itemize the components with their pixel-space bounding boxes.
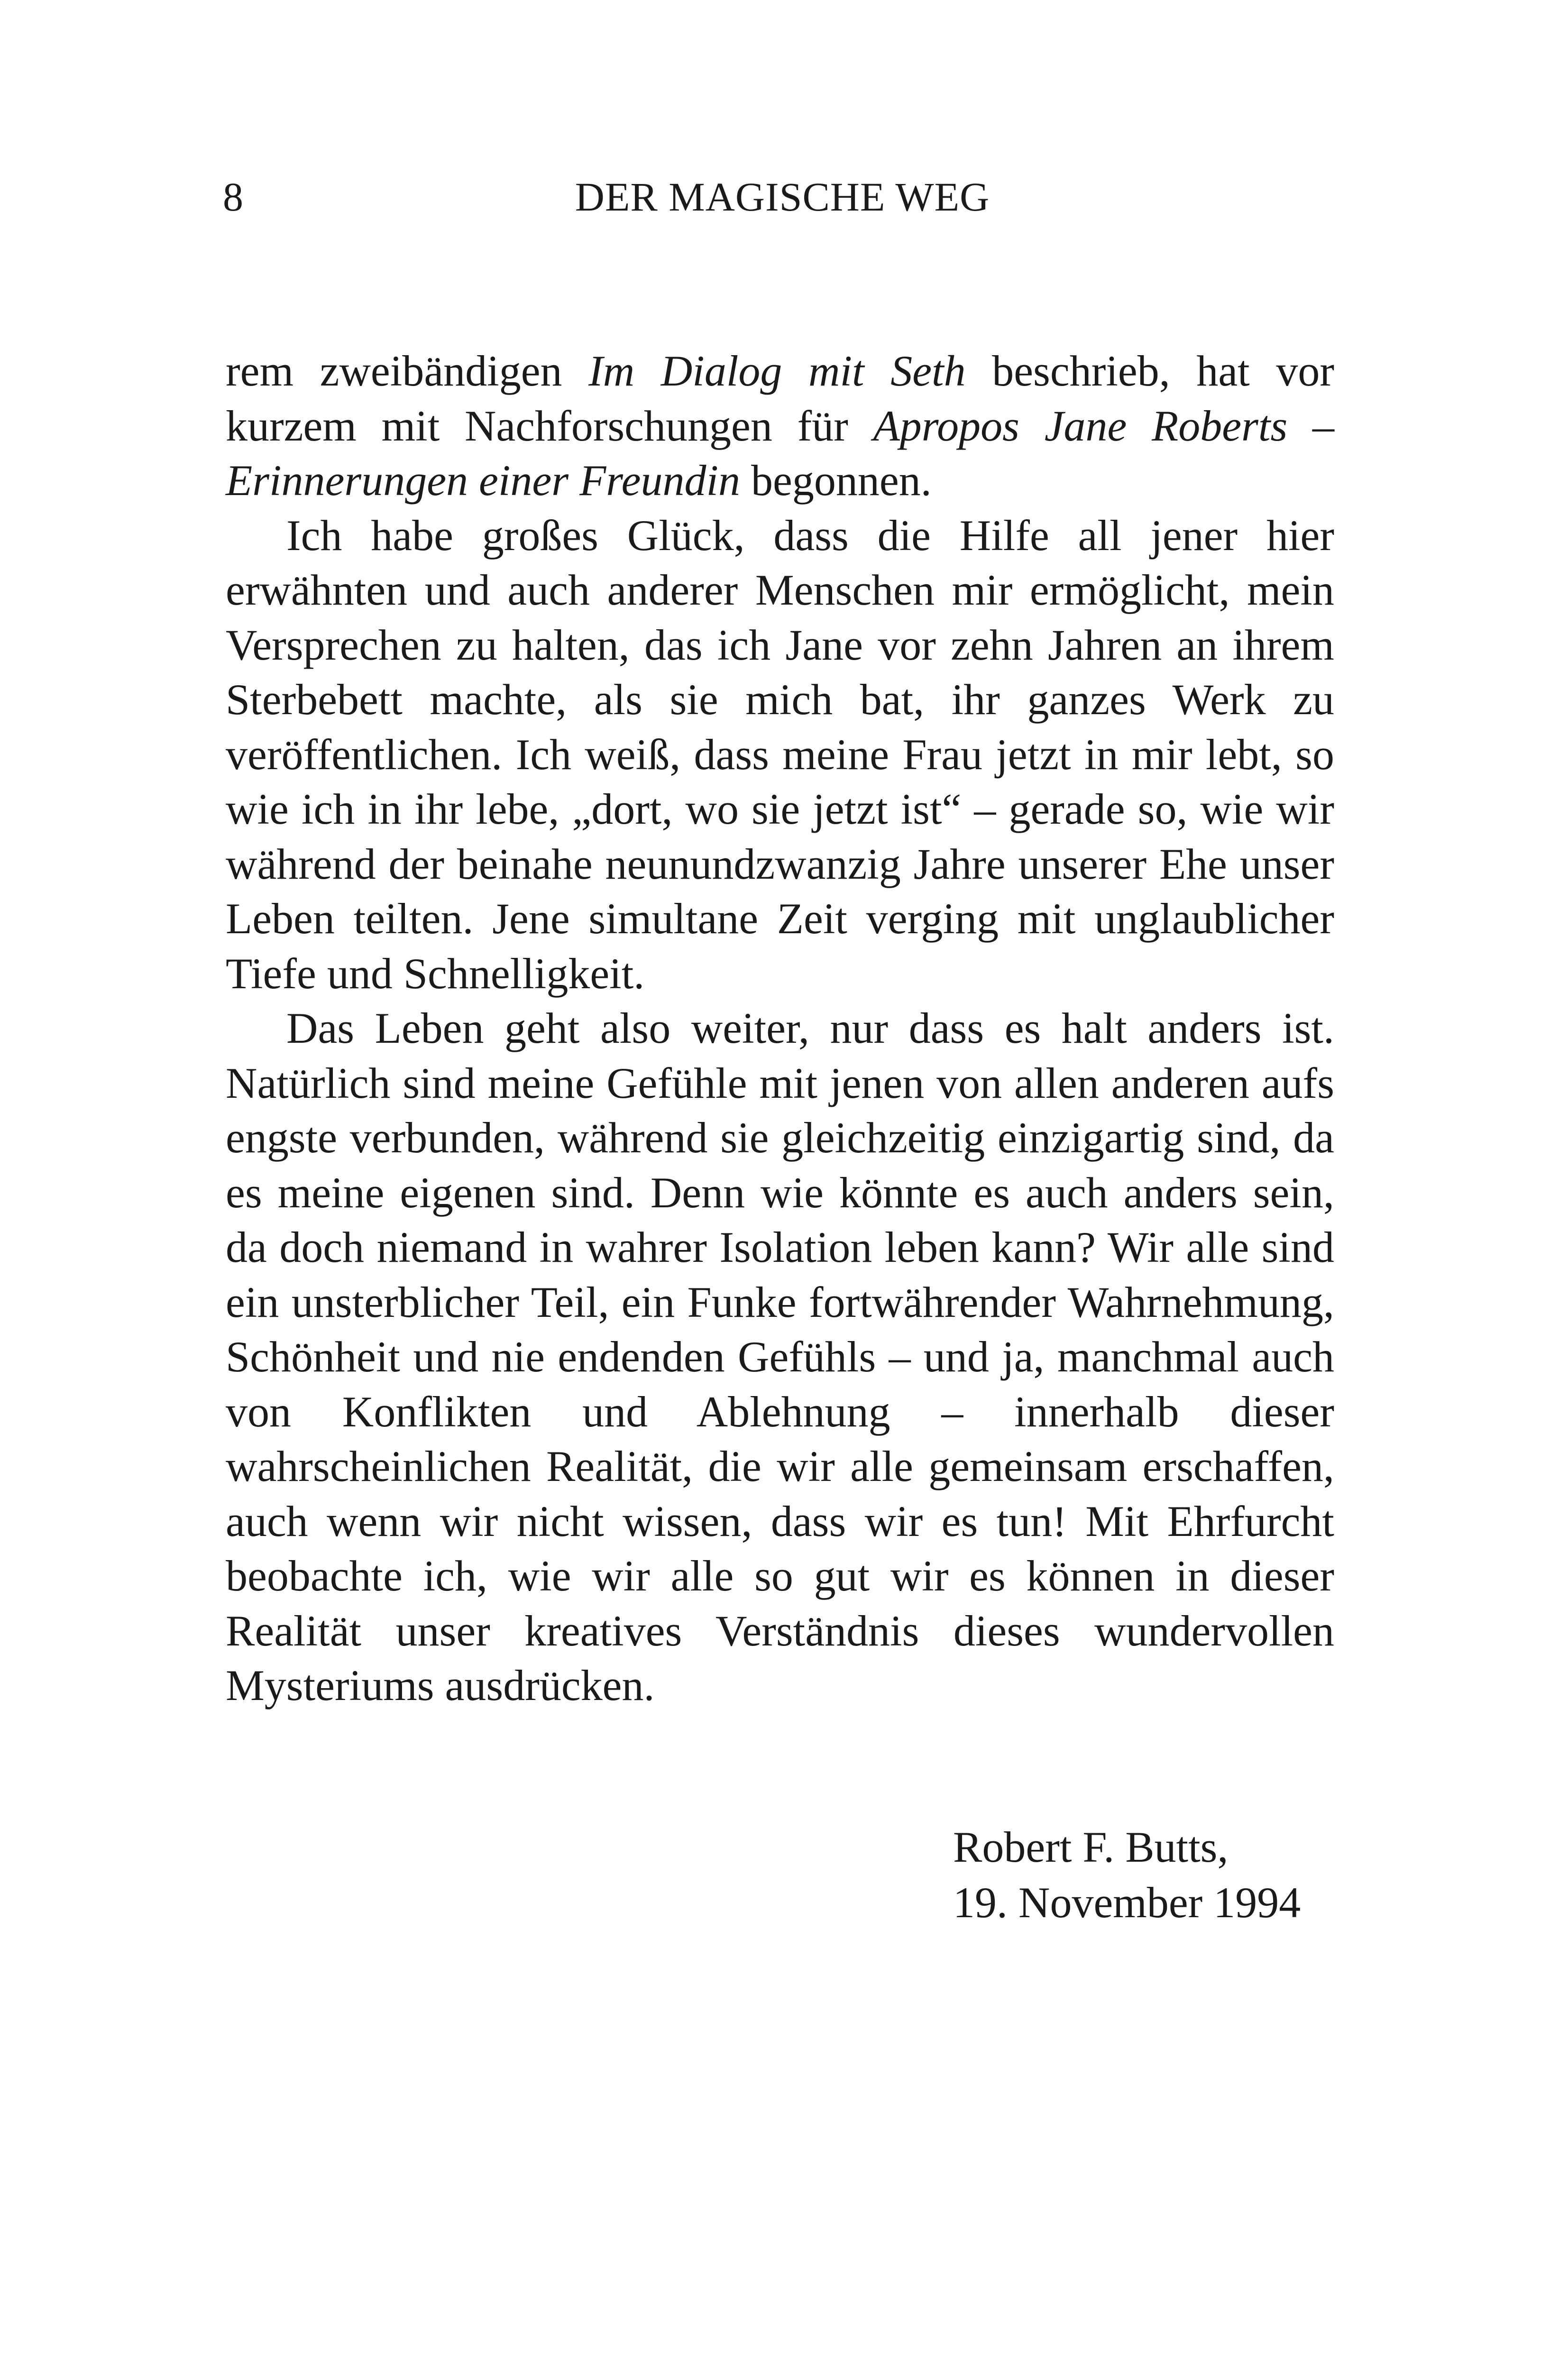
paragraph-text: beschrieb, hat vor kurzem mit Nachforschungen für bbox=[226, 347, 1334, 450]
paragraph-2 bbox=[226, 508, 1334, 1002]
running-title: DER MAGISCHE WEG bbox=[575, 174, 990, 220]
page-number: 8 bbox=[223, 174, 243, 220]
paragraph-text: begonnen. bbox=[740, 456, 932, 505]
signature-name: Robert F. Butts, bbox=[953, 1823, 1229, 1871]
signature-date: 19. November 1994 bbox=[953, 1878, 1301, 1927]
body-text bbox=[226, 344, 1334, 1713]
book-title-italic: Im Dialog mit Seth bbox=[588, 347, 966, 395]
paragraph-text: Ich habe großes Glück, dass die Hilfe all jener hier erwähnten und auch anderer Menschen mir ermöglicht, mein Versprechen zu halten, das ich Jane vor zehn Jahren an ihrem Sterbebett machte, als sie mich bat, ihr ganzes Werk zu veröffentlichen. Ich weiß, dass meine Frau jetzt in mir lebt, so wie ich in ihr lebe, „dort, wo sie jetzt ist“ – gerade so, wie wir während der beinahe neunundzwanzig Jahre unserer Ehe unser Leben teilten. Jene simultane Zeit verging mit unglaublicher Tiefe und Schnelligkeit. bbox=[226, 511, 1334, 998]
paragraph-text: rem zweibändigen bbox=[226, 347, 589, 395]
paragraph-1 bbox=[226, 344, 1334, 508]
paragraph-text: Das Leben geht also weiter, nur dass es halt anders ist. Natürlich sind meine Gefühle mit jenen von allen anderen aufs engste verbunden, während sie gleichzeitig einzigartig sind, da es meine eigenen sind. Denn wie könnte es auch anders sein, da doch niemand in wahrer Isolation leben kann? Wir alle sind ein unsterblicher Teil, ein Funke fortwährender Wahrnehmung, Schönheit und nie endenden Gefühls – und ja, manchmal auch von Konflikten und Ablehnung – innerhalb dieser wahrscheinlichen Realität, die wir alle gemeinsam erschaffen, auch wenn wir nicht wissen, dass wir es tun! Mit Ehrfurcht beobachte ich, wie wir alle so gut wir es können in dieser Realität unser kreatives Verständnis dieses wundervollen Mysteriums ausdrücken. bbox=[226, 1004, 1334, 1709]
book-title-italic: Apropos Jane Roberts – Erinnerungen einer Freundin bbox=[226, 401, 1335, 505]
paragraph-3 bbox=[226, 1001, 1334, 1713]
running-header bbox=[223, 168, 1342, 225]
signature-block bbox=[953, 1820, 1332, 1930]
